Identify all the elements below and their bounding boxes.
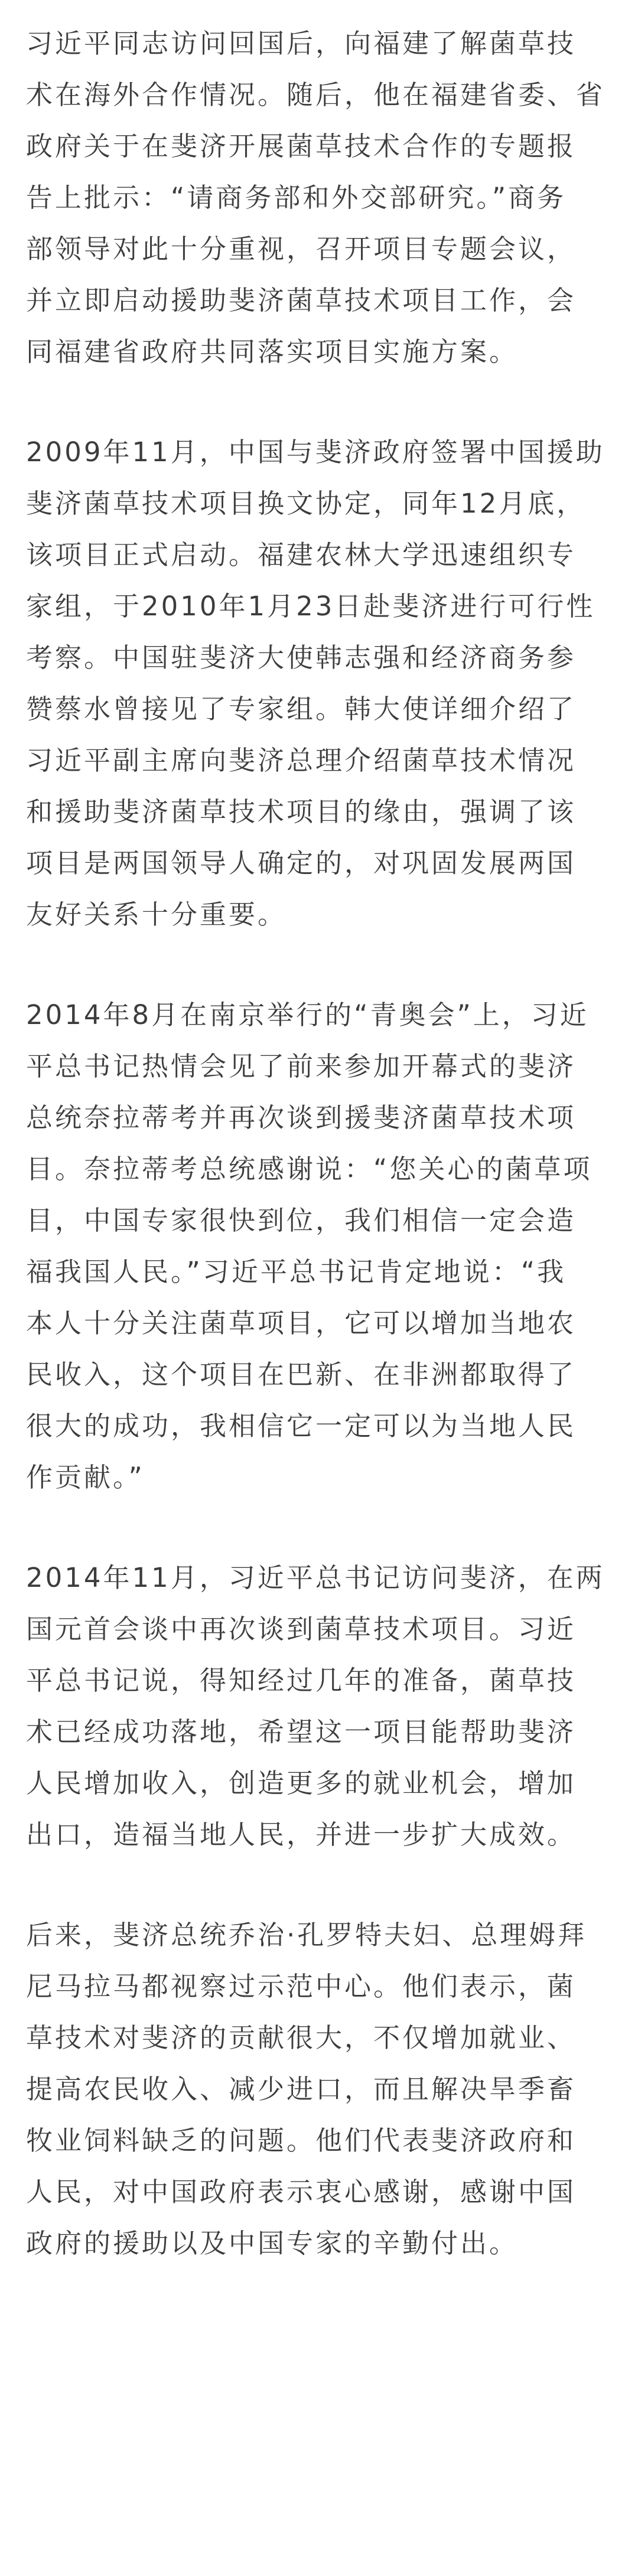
text-line: 告上批示：“请商务部和外交部研究。”商务 [26, 182, 567, 213]
text-line: 作贡献。” [26, 1462, 145, 1493]
text-line: 习近平同志访问回国后，向福建了解菌草技 [26, 28, 577, 59]
text-line: 2014年11月，习近平总书记访问斐济，在两 [26, 1562, 605, 1593]
text-line: 后来，斐济总统乔治·孔罗特夫妇、总理姆拜 [26, 1919, 587, 1951]
paragraph-1 [26, 18, 617, 377]
text-line: 草技术对斐济的贡献很大，不仅增加就业、 [26, 2022, 577, 2053]
text-line: 和援助斐济菌草技术项目的缘由，强调了该 [26, 796, 577, 827]
text-line: 人民增加收入，创造更多的就业机会，增加 [26, 1768, 577, 1799]
text-line: 牧业饲料缺乏的问题。他们代表斐济政府和 [26, 2125, 577, 2156]
text-line: 部领导对此十分重视，召开项目专题会议， [26, 233, 577, 265]
text-line: 该项目正式启动。福建农林大学迅速组织专 [26, 539, 577, 570]
paragraph-4 [26, 1552, 617, 1860]
paragraph-5 [26, 1909, 617, 2269]
text-line: 习近平副主席向斐济总理介绍菌草技术情况 [26, 745, 577, 776]
text-line: 家组，于2010年1月23日赴斐济进行可行性 [26, 591, 595, 622]
text-line: 出口，造福当地人民，并进一步扩大成效。 [26, 1819, 577, 1850]
text-line: 2009年11月，中国与斐济政府签署中国援助 [26, 436, 605, 468]
text-line: 同福建省政府共同落实项目实施方案。 [26, 336, 519, 367]
text-line: 项目是两国领导人确定的，对巩固发展两国 [26, 847, 577, 879]
text-line: 很大的成功，我相信它一定可以为当地人民 [26, 1410, 577, 1442]
text-line: 目。奈拉蒂考总统感谢说：“您关心的菌草项 [26, 1153, 593, 1185]
article-body [26, 0, 617, 2269]
paragraph-3 [26, 989, 617, 1503]
text-line: 福我国人民。”习近平总书记肯定地说：“我 [26, 1256, 567, 1287]
text-line: 目，中国专家很快到位，我们相信一定会造 [26, 1205, 577, 1236]
text-line: 并立即启动援助斐济菌草技术项目工作，会 [26, 285, 577, 316]
text-line: 人民，对中国政府表示衷心感谢，感谢中国 [26, 2176, 577, 2207]
text-line: 术已经成功落地，希望这一项目能帮助斐济 [26, 1716, 577, 1747]
text-line: 赞蔡水曾接见了专家组。韩大使详细介绍了 [26, 693, 577, 725]
text-line: 考察。中国驻斐济大使韩志强和经济商务参 [26, 642, 577, 673]
text-line: 总统奈拉蒂考并再次谈到援斐济菌草技术项 [26, 1102, 577, 1133]
text-line: 国元首会谈中再次谈到菌草技术项目。习近 [26, 1613, 577, 1645]
text-line: 斐济菌草技术项目换文协定，同年12月底， [26, 488, 586, 519]
text-line: 平总书记热情会见了前来参加开幕式的斐济 [26, 1051, 577, 1082]
text-line: 民收入，这个项目在巴新、在非洲都取得了 [26, 1359, 577, 1390]
text-line: 2014年8月在南京举行的“青奥会”上，习近 [26, 999, 589, 1031]
text-line: 术在海外合作情况。随后，他在福建省委、省 [26, 79, 606, 110]
text-line: 友好关系十分重要。 [26, 899, 287, 930]
text-line: 政府关于在斐济开展菌草技术合作的专题报 [26, 131, 577, 162]
text-line: 提高农民收入、减少进口，而且解决旱季畜 [26, 2073, 577, 2105]
text-line: 尼马拉马都视察过示范中心。他们表示，菌 [26, 1971, 577, 2002]
text-line: 政府的援助以及中国专家的辛勤付出。 [26, 2228, 519, 2259]
text-line: 本人十分关注菌草项目，它可以增加当地农 [26, 1307, 577, 1339]
text-line: 平总书记说，得知经过几年的准备，菌草技 [26, 1665, 577, 1696]
paragraph-2 [26, 426, 617, 940]
